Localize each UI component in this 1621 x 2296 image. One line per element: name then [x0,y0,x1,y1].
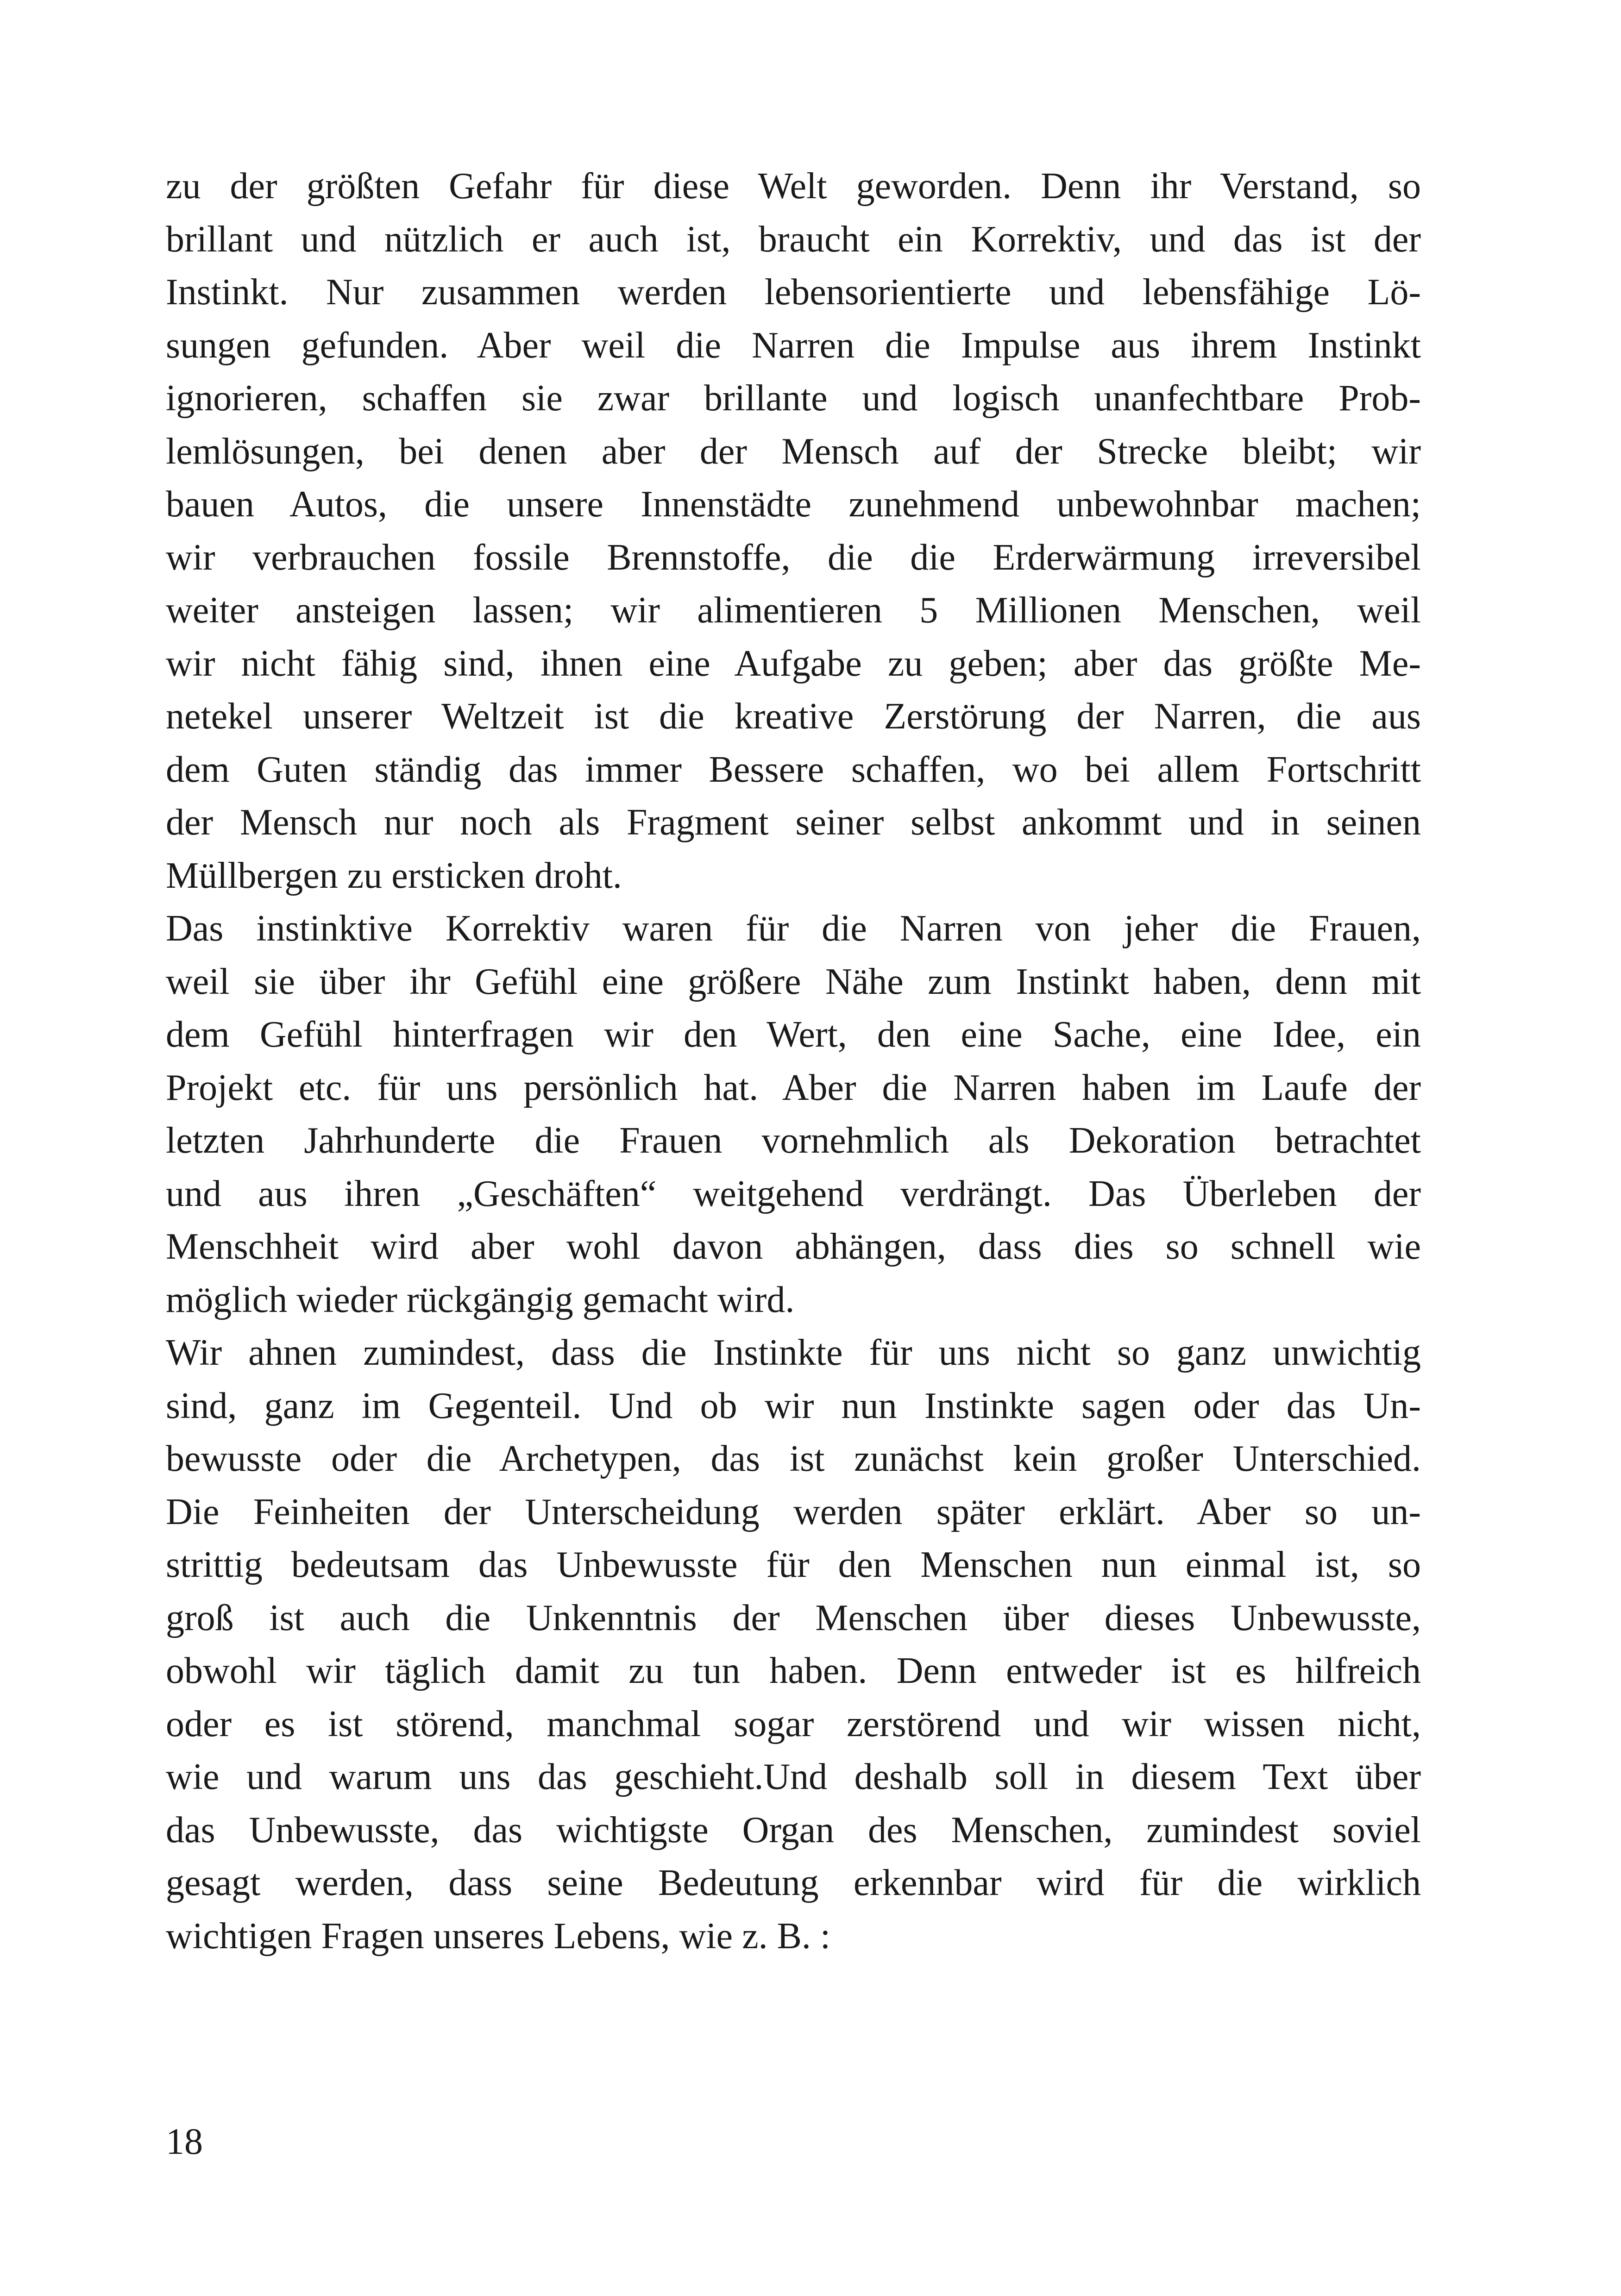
text-line: lemlösungen, bei denen aber der Mensch auf der Strecke bleibt; wir [166,431,1421,472]
text-line: obwohl wir täglich damit zu tun haben. Denn entweder ist es hilfreich [166,1650,1421,1691]
text-line: strittig bedeutsam das Unbewusste für den Menschen nun einmal ist, so [166,1544,1421,1585]
text-line: und aus ihren „Geschäften“ weitgehend verdrängt. Das Überleben der [166,1173,1421,1214]
text-line: der Mensch nur noch als Fragment seiner selbst ankommt und in seinen [166,802,1421,843]
text-line: weiter ansteigen lassen; wir alimentieren 5 Millionen Menschen, weil [166,590,1421,631]
text-line: Müllbergen zu ersticken droht. [166,855,622,896]
text-line: bewusste oder die Archetypen, das ist zunächst kein großer Unterschied. [166,1438,1421,1479]
text-line: wichtigen Fragen unseres Lebens, wie z. B. : [166,1915,831,1957]
text-line: oder es ist störend, manchmal sogar zerstörend und wir wissen nicht, [166,1703,1421,1744]
text-line: wir nicht fähig sind, ihnen eine Aufgabe zu geben; aber das größte Me- [166,643,1421,684]
text-line: dem Gefühl hinterfragen wir den Wert, den eine Sache, eine Idee, ein [166,1014,1421,1055]
text-line: Das instinktive Korrektiv waren für die Narren von jeher die Frauen, [166,908,1421,949]
text-line: gesagt werden, dass seine Bedeutung erkennbar wird für die wirklich [166,1863,1421,1903]
text-line: sungen gefunden. Aber weil die Narren die Impulse aus ihrem Instinkt [166,325,1421,366]
text-line: groß ist auch die Unkenntnis der Menschen über dieses Unbewusste, [166,1597,1421,1638]
text-line: Projekt etc. für uns persönlich hat. Aber die Narren haben im Laufe der [166,1067,1421,1108]
text-line: möglich wieder rückgängig gemacht wird. [166,1279,795,1320]
text-line: sind, ganz im Gegenteil. Und ob wir nun Instinkte sagen oder das Un- [166,1385,1421,1426]
text-line: Wir ahnen zumindest, dass die Instinkte für uns nicht so ganz unwichtig [166,1332,1421,1373]
text-line: Instinkt. Nur zusammen werden lebensorientierte und lebensfähige Lö- [166,272,1421,313]
text-line: dem Guten ständig das immer Bessere schaffen, wo bei allem Fortschritt [166,749,1421,790]
text-line: bauen Autos, die unsere Innenstädte zunehmend unbewohnbar machen; [166,484,1421,525]
text-line: letzten Jahrhunderte die Frauen vornehmlich als Dekoration betrachtet [166,1120,1421,1161]
text-line: Menschheit wird aber wohl davon abhängen, dass dies so schnell wie [166,1226,1421,1267]
text-line: zu der größten Gefahr für diese Welt geworden. Denn ihr Verstand, so [166,166,1421,207]
text-line: wie und warum uns das geschieht.Und deshalb soll in diesem Text über [166,1757,1421,1797]
text-line: wir verbrauchen fossile Brennstoffe, die die Erderwärmung irreversibel [166,537,1421,578]
text-line: brillant und nützlich er auch ist, braucht ein Korrektiv, und das ist der [166,219,1421,260]
text-line: netekel unserer Weltzeit ist die kreative Zerstörung der Narren, die aus [166,696,1421,737]
text-line: ignorieren, schaffen sie zwar brillante und logisch unanfechtbare Prob- [166,378,1421,419]
text-line: das Unbewusste, das wichtigste Organ des Menschen, zumindest soviel [166,1809,1421,1851]
page-number: 18 [166,2121,203,2162]
text-line: weil sie über ihr Gefühl eine größere Nähe zum Instinkt haben, denn mit [166,961,1421,1002]
body-text [166,160,1421,1963]
text-line: Die Feinheiten der Unterscheidung werden später erklärt. Aber so un- [166,1491,1421,1532]
